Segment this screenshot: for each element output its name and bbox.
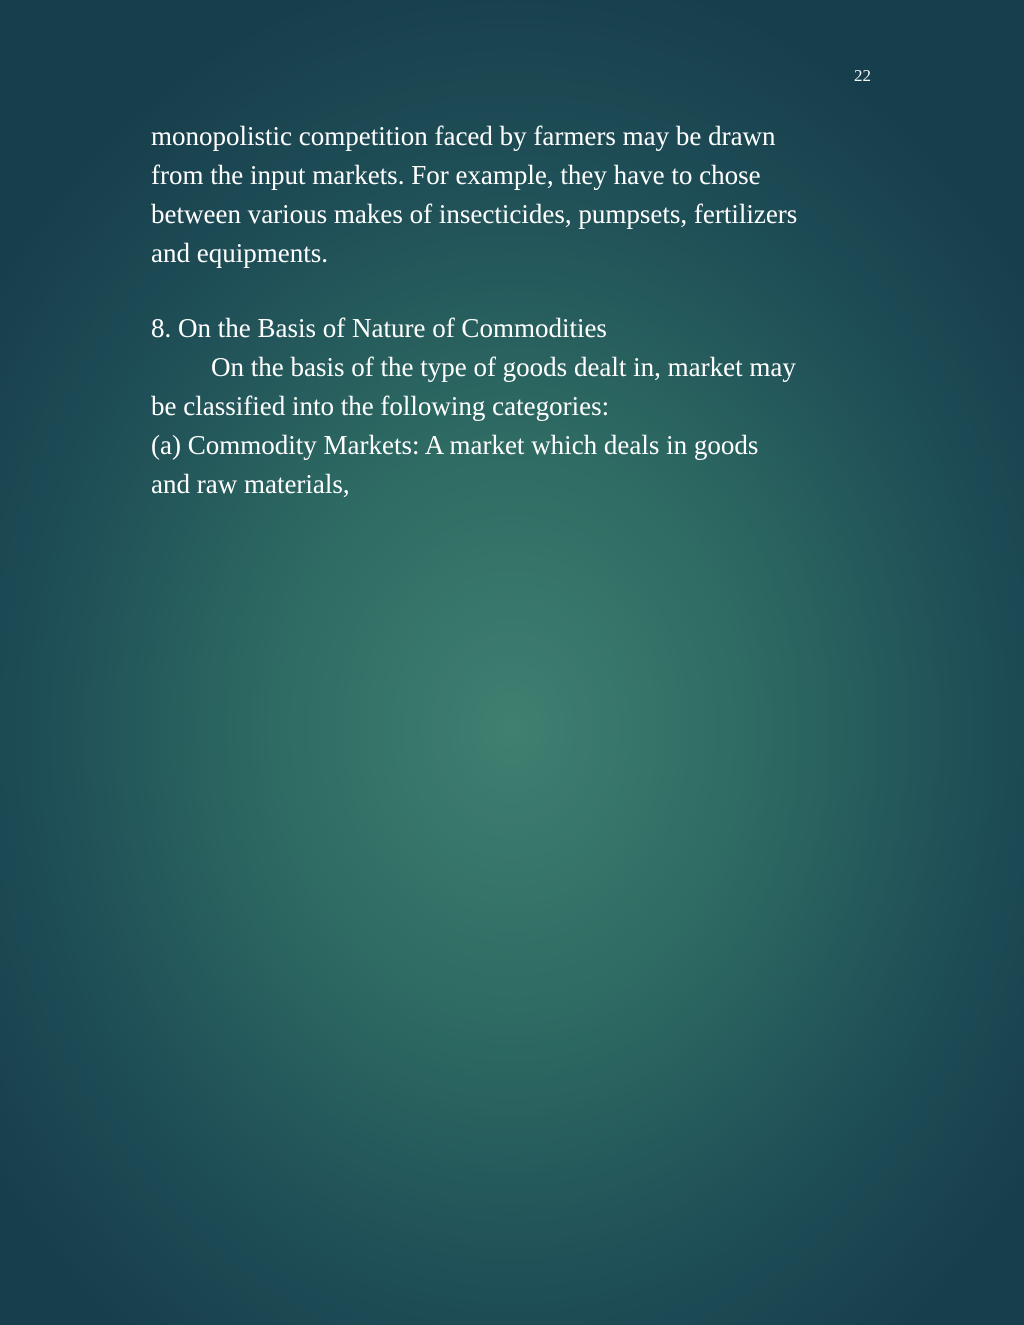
paragraph-monopolistic-competition (151, 117, 911, 273)
text-line: monopolistic competition faced by farmers may be drawn (151, 121, 776, 151)
text-line: from the input markets. For example, they have to chose (151, 160, 761, 190)
text-line: (a) Commodity Markets: A market which deals in goods (151, 430, 759, 460)
paragraph-commodity-markets (151, 426, 911, 504)
document-body (151, 117, 911, 504)
section-heading: 8. On the Basis of Nature of Commodities (151, 313, 607, 343)
text-line: between various makes of insecticides, pumpsets, fertilizers (151, 199, 798, 229)
paragraph-classification (151, 348, 911, 426)
page-number: 22 (854, 66, 871, 85)
paragraph-spacing (151, 273, 911, 309)
text-line: and equipments. (151, 238, 328, 268)
text-line: and raw materials, (151, 469, 350, 499)
text-line: On the basis of the type of goods dealt in, market may (211, 352, 796, 382)
text-line: be classified into the following categories: (151, 391, 610, 421)
